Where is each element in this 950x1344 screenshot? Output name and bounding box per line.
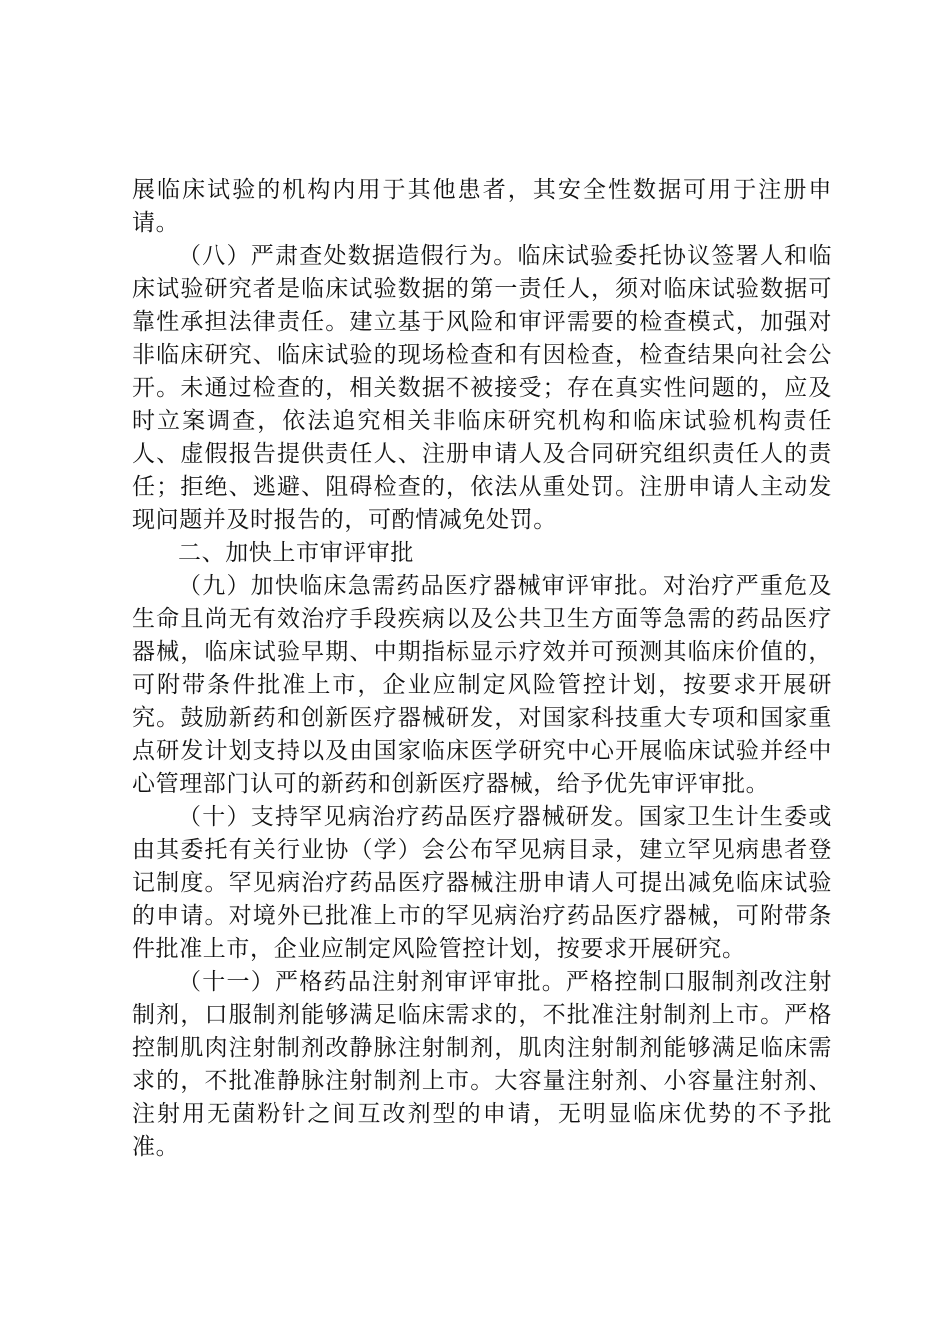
paragraph-clause-10: （十）支持罕见病治疗药品医疗器械研发。国家卫生计生委或由其委托有关行业协（学）会公布罕见病目录，建立罕见病患者登记制度。罕见病治疗药品医疗器械注册申请人可提出减免临床试验的申请。对境外已批准上市的罕见病治疗药品医疗器械，可附带条件批准上市，企业应制定风险管控计划，按要求开展研究。 [132, 804, 832, 962]
section-heading-2: 二、加快上市审评审批 [178, 540, 414, 566]
document-body [132, 174, 832, 1164]
paragraph-clause-8: （八）严肃查处数据造假行为。临床试验委托协议签署人和临床试验研究者是临床试验数据的第一责任人，须对临床试验数据可靠性承担法律责任。建立基于风险和审评需要的检查模式，加强对非临床研究、临床试验的现场检查和有因检查，检查结果向社会公开。未通过检查的，相关数据不被接受；存在真实性问题的，应及时立案调查，依法追究相关非临床研究机构和临床试验机构责任人、虚假报告提供责任人、注册申请人及合同研究组织责任人的责任；拒绝、逃避、阻碍检查的，依法从重处罚。注册申请人主动发现问题并及时报告的，可酌情减免处罚。 [132, 243, 832, 533]
paragraph-continuation: 展临床试验的机构内用于其他患者，其安全性数据可用于注册申请。 [132, 177, 832, 236]
paragraph-clause-11: （十一）严格药品注射剂审评审批。严格控制口服制剂改注射制剂，口服制剂能够满足临床需求的，不批准注射制剂上市。严格控制肌肉注射制剂改静脉注射制剂，肌肉注射制剂能够满足临床需求的，不批准静脉注射制剂上市。大容量注射剂、小容量注射剂、注射用无菌粉针之间互改剂型的申请，无明显临床优势的不予批准。 [132, 969, 832, 1160]
paragraph-clause-9: （九）加快临床急需药品医疗器械审评审批。对治疗严重危及生命且尚无有效治疗手段疾病以及公共卫生方面等急需的药品医疗器械，临床试验早期、中期指标显示疗效并可预测其临床价值的，可附带条件批准上市，企业应制定风险管控计划，按要求开展研究。鼓励新药和创新医疗器械研发，对国家科技重大专项和国家重点研发计划支持以及由国家临床医学研究中心开展临床试验并经中心管理部门认可的新药和创新医疗器械，给予优先审评审批。 [132, 573, 832, 797]
